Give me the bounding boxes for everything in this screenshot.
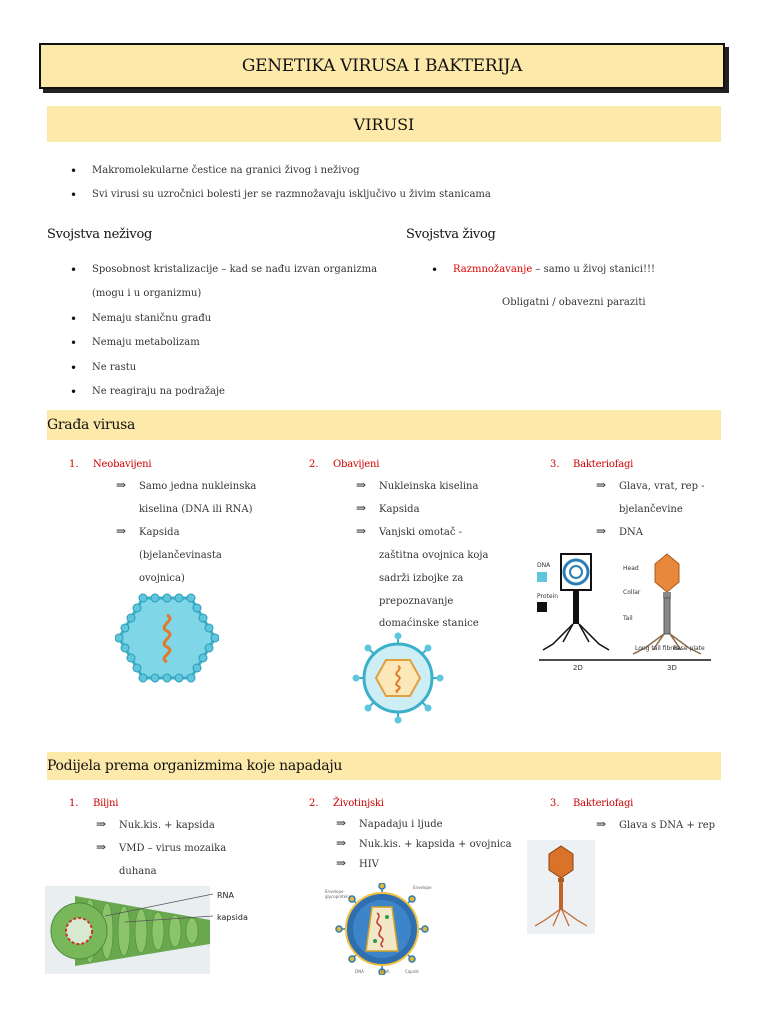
grada-col3-line-1: Glava, vrat, rep - bbox=[619, 481, 705, 492]
svg-text:RNA: RNA bbox=[381, 969, 390, 974]
nezivo-item-5: • Ne reagiraju na podražaje bbox=[92, 386, 225, 397]
podjela-col3-num: 3. bbox=[550, 798, 560, 809]
grada-col2-line-6: prepoznavanje bbox=[379, 596, 454, 607]
grada-col2-line-2: Kapsida bbox=[379, 504, 420, 515]
intro-bullet-2: • Svi virusi su uzročnici bolesti jer se razmnožavaju isključivo u živim stanicama bbox=[92, 189, 491, 200]
arrow-icon: ⇒ bbox=[596, 524, 607, 538]
grada-col1-line-4: (bjelančevinasta bbox=[139, 550, 222, 561]
non-enveloped-virus-illustration bbox=[115, 593, 219, 683]
tmv-label-rna: RNA bbox=[217, 891, 235, 900]
svg-text:glycoprotein: glycoprotein bbox=[325, 894, 350, 899]
nezivo-item-3: • Nemaju metabolizam bbox=[92, 337, 200, 348]
svg-text:Envelope: Envelope bbox=[413, 885, 432, 890]
grada-col1-line-1: Samo jedna nukleinska bbox=[139, 481, 257, 492]
grada-col1-line-5: ovojnica) bbox=[139, 573, 185, 584]
podjela-col1-num: 1. bbox=[69, 798, 79, 809]
phage-label-dna: DNA bbox=[537, 562, 551, 569]
grada-col3-label: Bakteriofagi bbox=[573, 459, 634, 470]
tobacco-mosaic-virus-illustration bbox=[45, 886, 255, 974]
phage-label-fibres: Long tail fibres bbox=[635, 645, 680, 652]
podjela-col3-label: Bakteriofagi bbox=[573, 798, 634, 809]
zivo-item-rest: – samo u živoj stanici!!! bbox=[532, 264, 656, 275]
grada-col1-label: Neobavijeni bbox=[93, 459, 152, 470]
phage-label-head: Head bbox=[623, 565, 639, 572]
nezivo-item-2: • Nemaju staničnu građu bbox=[92, 313, 211, 324]
grada-col2-line-3: Vanjski omotač - bbox=[379, 527, 463, 538]
phage-label-collar: Collar bbox=[623, 589, 641, 596]
arrow-icon: ⇒ bbox=[116, 524, 127, 538]
podjela-col1-line-1: Nuk.kis. + kapsida bbox=[119, 820, 215, 831]
arrow-icon: ⇒ bbox=[336, 816, 347, 830]
podjela-col2-num: 2. bbox=[309, 798, 319, 809]
svg-text:DNA: DNA bbox=[355, 969, 364, 974]
hiv-virus-illustration bbox=[325, 883, 440, 975]
arrow-icon: ⇒ bbox=[96, 840, 107, 854]
svg-text:Capsid: Capsid bbox=[405, 969, 419, 974]
grada-col2-line-7: domaćinske stanice bbox=[379, 618, 479, 629]
arrow-icon: ⇒ bbox=[596, 817, 607, 831]
phage-label-3d: 3D bbox=[667, 664, 677, 672]
tmv-label-kapsida: kapsida bbox=[217, 913, 248, 922]
grada-col1-line-2: kiselina (DNA ili RNA) bbox=[139, 504, 253, 515]
svg-text:Envelope: Envelope bbox=[325, 889, 344, 894]
page-title: GENETIKA VIRUSA I BAKTERIJA bbox=[39, 43, 725, 89]
arrow-icon: ⇒ bbox=[96, 817, 107, 831]
podjela-col2-line-3: HIV bbox=[359, 859, 379, 870]
bacteriophage-illustration bbox=[535, 550, 715, 672]
podjela-col1-label: Biljni bbox=[93, 798, 119, 809]
podjela-col3-line-1: Glava s DNA + rep bbox=[619, 820, 716, 831]
nezivo-item-1-cont: (mogu i u organizmu) bbox=[92, 288, 202, 299]
enveloped-virus-illustration bbox=[352, 632, 444, 724]
grada-col1-line-3: Kapsida bbox=[139, 527, 180, 538]
arrow-icon: ⇒ bbox=[356, 501, 367, 515]
arrow-icon: ⇒ bbox=[356, 524, 367, 538]
podjela-col2-line-2: Nuk.kis. + kapsida + ovojnica bbox=[359, 839, 512, 850]
grada-header: Građa virusa bbox=[47, 410, 721, 440]
zivo-item bbox=[453, 264, 655, 275]
arrow-icon: ⇒ bbox=[336, 836, 347, 850]
podjela-col1-line-3: duhana bbox=[119, 866, 157, 877]
grada-col2-num: 2. bbox=[309, 459, 319, 470]
nezivo-item-1: • Sposobnost kristalizacije – kad se nađu izvan organizma bbox=[92, 264, 377, 275]
grada-col2-label: Obavijeni bbox=[333, 459, 380, 470]
grada-col2-line-1: Nukleinska kiselina bbox=[379, 481, 479, 492]
zivo-note: Obligatni / obavezni paraziti bbox=[502, 297, 646, 308]
section-virusi-header: VIRUSI bbox=[47, 106, 721, 142]
phage-label-base: Base plate bbox=[673, 645, 705, 652]
arrow-icon: ⇒ bbox=[596, 478, 607, 492]
phage-label-2d: 2D bbox=[573, 664, 583, 672]
grada-col2-line-4: zaštitna ovojnica koja bbox=[379, 550, 489, 561]
intro-bullet-1: • Makromolekularne čestice na granici živog i neživog bbox=[92, 165, 360, 176]
grada-col3-line-2: bjelančevine bbox=[619, 504, 683, 515]
arrow-icon: ⇒ bbox=[356, 478, 367, 492]
phage-label-protein: Protein bbox=[537, 593, 559, 600]
zivo-item-red: Razmnožavanje bbox=[453, 264, 533, 275]
podjela-col2-label: Životinjski bbox=[333, 798, 384, 809]
nezivo-item-4: • Ne rastu bbox=[92, 362, 136, 373]
arrow-icon: ⇒ bbox=[336, 856, 347, 870]
phage-label-tail: Tail bbox=[623, 615, 633, 622]
grada-col3-num: 3. bbox=[550, 459, 560, 470]
podjela-col2-line-1: Napadaju i ljude bbox=[359, 819, 443, 830]
grada-col1-num: 1. bbox=[69, 459, 79, 470]
podjela-header: Podijela prema organizmima koje napadaju bbox=[47, 752, 721, 780]
grada-col3-line-3: DNA bbox=[619, 527, 643, 538]
nezivo-heading: Svojstva neživog bbox=[47, 227, 152, 242]
bacteriophage-3d-illustration bbox=[527, 840, 595, 934]
podjela-col1-line-2: VMD – virus mozaika bbox=[119, 843, 227, 854]
arrow-icon: ⇒ bbox=[116, 478, 127, 492]
grada-col2-line-5: sadrži izbojke za bbox=[379, 573, 464, 584]
zivo-heading: Svojstva živog bbox=[406, 227, 496, 242]
